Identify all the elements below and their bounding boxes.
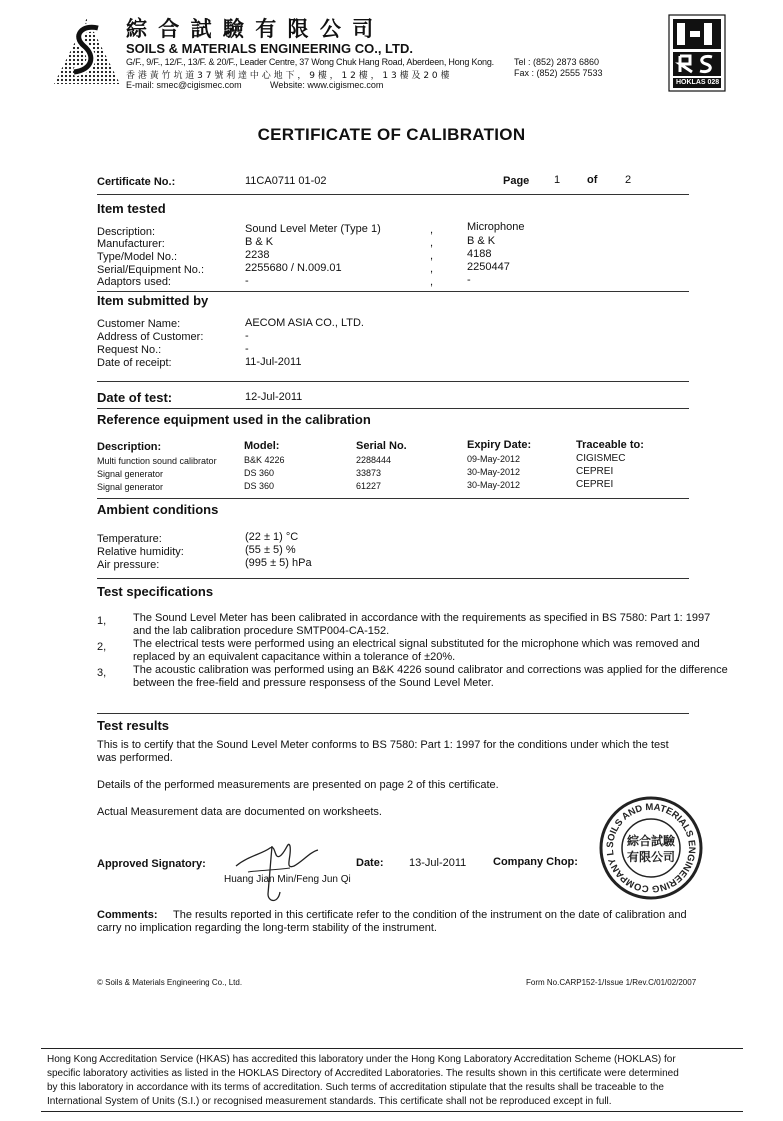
footer-copyright: © Soils & Materials Engineering Co., Ltd.: [97, 978, 243, 987]
reference-column-header: Expiry Date:: [467, 439, 532, 451]
hkas-statement: [41, 1048, 743, 1112]
hkas-line: Hong Kong Accreditation Service (HKAS) has accredited this laboratory under the Hong Kong Laboratory Accreditation Scheme (HOKLAS) for: [47, 1054, 676, 1065]
reference-column-header: Description:: [97, 441, 162, 453]
item-tested-label: Serial/Equipment No.:: [97, 264, 204, 276]
comments-label: Comments:: [97, 909, 158, 921]
reference-cell: 09-May-2012: [467, 454, 521, 464]
company-email: E-mail: smec@cigismec.com: [126, 80, 242, 90]
spec-number: 1,: [97, 615, 107, 627]
comments-line: The results reported in this certificate refer to the condition of the instrument on the date of calibration and: [173, 909, 687, 921]
item-tested-value: B & K: [245, 236, 274, 248]
item-submitted-heading: Item submitted by: [97, 293, 209, 308]
reference-cell: CEPREI: [576, 466, 614, 477]
signature: [228, 826, 328, 906]
reference-column-header: Serial No.: [356, 440, 407, 452]
reference-cell: CIGISMEC: [576, 453, 626, 464]
date-label: Date:: [356, 857, 384, 869]
hokla-logo-text: HOKLAS 028: [676, 79, 720, 86]
item-tested-sep: ,: [430, 263, 434, 275]
of-label: of: [587, 174, 598, 186]
page-label: Page: [503, 175, 530, 187]
item-tested-sep: ,: [430, 276, 434, 288]
hkas-line: by this laboratory in accordance with its terms of accreditation. Such terms of accreditation stipulate that the results shall be traceable to the: [47, 1082, 664, 1093]
reference-cell: Multi function sound calibrator: [97, 456, 217, 466]
date-of-test-value: 12-Jul-2011: [245, 391, 303, 403]
reference-cell: 30-May-2012: [467, 467, 521, 477]
reference-cell: DS 360: [244, 468, 275, 478]
reference-cell: 61227: [356, 481, 382, 491]
reference-cell: Signal generator: [97, 482, 164, 492]
company-name-en: SOILS & MATERIALS ENGINEERING CO., LTD.: [126, 41, 413, 56]
comments-line: carry no implication regarding the long-term stability of the instrument.: [97, 922, 437, 934]
company-address-cn: 香 港 黃 竹 坑 道 3 7 號 利 達 中 心 地 下 ， 9 樓 ， 1 2 樓 ， 1 3 樓 及 2 0 樓: [126, 71, 450, 81]
item-tested-label: Manufacturer:: [97, 238, 165, 250]
item-tested-label: Adaptors used:: [97, 276, 171, 288]
submitted-value: -: [245, 343, 249, 355]
item-tested-value2: -: [467, 274, 471, 286]
divider: [97, 194, 689, 195]
item-tested-value: 2255680 / N.009.01: [245, 262, 342, 274]
hokla-logo: [668, 14, 726, 92]
reference-cell: 33873: [356, 468, 382, 478]
certificate-label: Certificate No.:: [97, 176, 176, 188]
signer-name: Huang Jian Min/Feng Jun Qi: [224, 874, 351, 885]
signed-date: 13-Jul-2011: [409, 857, 467, 869]
item-tested-value: -: [245, 275, 249, 287]
item-tested-value: 2238: [245, 249, 270, 261]
ambient-heading: Ambient conditions: [97, 502, 219, 517]
page-title: CERTIFICATE OF CALIBRATION: [257, 125, 526, 144]
results-line: This is to certify that the Sound Level Meter conforms to BS 7580: Part 1: 1997 for the conditions under which the test: [97, 739, 669, 751]
ambient-value: (22 ± 1) °C: [245, 531, 299, 543]
item-tested-value2: 2250447: [467, 261, 510, 273]
divider: [97, 408, 689, 409]
spec-line: replaced by an equivalent capacitance within a tolerance of ±20%.: [133, 651, 456, 663]
divider: [97, 381, 689, 382]
submitted-value: 11-Jul-2011: [245, 356, 302, 368]
spec-line: The electrical tests were performed using an electrical signal substituted for the microphone which was removed and: [133, 638, 700, 650]
item-tested-value: Sound Level Meter (Type 1): [245, 223, 381, 235]
company-chop-label: Company Chop:: [493, 856, 578, 868]
results-details: Details of the performed measurements are presented on page 2 of this certificate.: [97, 779, 499, 791]
item-tested-sep: ,: [430, 237, 434, 249]
ambient-label: Relative humidity:: [97, 546, 184, 558]
results-heading: Test results: [97, 718, 170, 733]
reference-cell: DS 360: [244, 481, 275, 491]
spec-number: 3,: [97, 667, 107, 679]
results-line: was performed.: [97, 752, 173, 764]
hkas-line: International System of Units (S.I.) or recognised measurement standards. This certificate shall not be reproduced except in full.: [47, 1096, 612, 1107]
spec-line: The acoustic calibration was performed using an B&K 4226 sound calibrator and corrections was applied for the difference: [133, 664, 728, 676]
stamp-ring-textpath: SOILS AND MATERIALS ENGINEERING COMPANY L: [604, 801, 698, 895]
divider: [97, 498, 689, 499]
item-tested-value2: Microphone: [467, 221, 525, 233]
stamp-center-line2: 有限公司: [626, 850, 676, 864]
item-tested-value2: 4188: [467, 248, 492, 260]
company-fax: Fax : (852) 2555 7533: [514, 68, 603, 78]
divider: [97, 291, 689, 292]
page-total: 2: [625, 174, 632, 186]
company-logo: [52, 14, 122, 86]
reference-column-header: Model:: [244, 440, 280, 452]
ambient-value: (55 ± 5) %: [245, 544, 296, 556]
spec-line: and the lab calibration procedure SMTP004-CA-152.: [133, 625, 390, 637]
spec-number: 2,: [97, 641, 107, 653]
ambient-label: Air pressure:: [97, 559, 160, 571]
submitted-label: Address of Customer:: [97, 331, 204, 343]
item-tested-label: Description:: [97, 226, 156, 238]
divider: [97, 713, 689, 714]
page-number: 1: [554, 174, 561, 186]
company-address-en: G/F., 9/F., 12/F., 13/F. & 20/F., Leader Centre, 37 Wong Chuk Hang Road, Aberdeen, Hong Kong.: [126, 57, 494, 67]
submitted-value: AECOM ASIA CO., LTD.: [245, 317, 364, 329]
item-tested-sep: ,: [430, 224, 434, 236]
submitted-label: Request No.:: [97, 344, 162, 356]
company-name-cn: 綜 合 試 驗 有 限 公 司: [126, 17, 376, 41]
spec-line: between the free-field and pressure responsess of the Sound Level Meter.: [133, 677, 494, 689]
reference-cell: 30-May-2012: [467, 480, 521, 490]
divider: [97, 578, 689, 579]
submitted-label: Customer Name:: [97, 318, 181, 330]
reference-column-header: Traceable to:: [576, 439, 644, 451]
company-tel: Tel : (852) 2873 6860: [514, 57, 600, 67]
stamp-center-line1: 綜合試驗: [626, 834, 676, 848]
item-tested-label: Type/Model No.:: [97, 251, 178, 263]
ambient-label: Temperature:: [97, 533, 162, 545]
spec-line: The Sound Level Meter has been calibrated in accordance with the requirements as specified in BS 7580: Part 1: 1997: [133, 612, 711, 624]
date-of-test-label: Date of test:: [97, 390, 173, 405]
item-tested-value2: B & K: [467, 235, 496, 247]
item-tested-heading: Item tested: [97, 201, 166, 216]
reference-cell: CEPREI: [576, 479, 614, 490]
approved-signatory-label: Approved Signatory:: [97, 858, 206, 870]
reference-cell: Signal generator: [97, 469, 164, 479]
certificate-number: 11CA0711 01-02: [245, 175, 327, 187]
ambient-value: (995 ± 5) hPa: [245, 557, 312, 569]
hkas-line: specific laboratory activities as listed in the HOKLAS Directory of Accredited Laboratories. The results shown in this certificate were determined: [47, 1068, 679, 1079]
footer-form-number: Form No.CARP152-1/Issue 1/Rev.C/01/02/2007: [526, 978, 697, 987]
specs-heading: Test specifications: [97, 584, 214, 599]
submitted-label: Date of receipt:: [97, 357, 172, 369]
company-stamp: [598, 795, 704, 901]
reference-cell: B&K 4226: [244, 455, 285, 465]
company-website: Website: www.cigismec.com: [270, 80, 384, 90]
item-tested-sep: ,: [430, 250, 434, 262]
reference-cell: 2288444: [356, 455, 392, 465]
results-actual: Actual Measurement data are documented on worksheets.: [97, 806, 382, 818]
submitted-value: -: [245, 330, 249, 342]
reference-heading: Reference equipment used in the calibration: [97, 412, 371, 427]
